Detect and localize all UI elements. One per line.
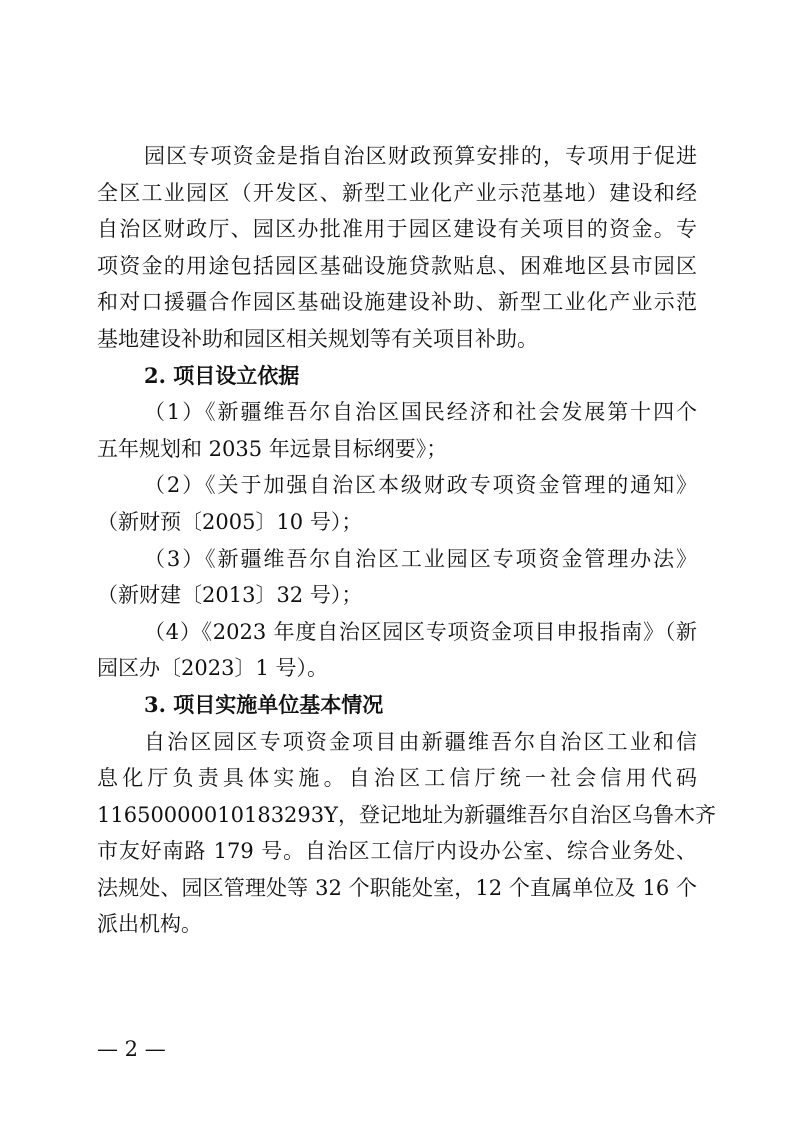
section-heading-2: 2. 项目设立依据 [144,362,300,388]
basis-line-1: （1）《新疆维吾尔自治区国民经济和社会发展第十四个 [144,400,697,425]
page-content [97,138,716,943]
para3-line-6: 派出机构。 [97,912,202,937]
para1-line-6: 基地建设补助和园区相关规划等有关项目补助。 [97,326,538,351]
para1-line-2: 全区工业园区（开发区、新型工业化产业示范基地）建设和经 [97,180,697,205]
para3-line-4: 市友好南路 179 号。自治区工信厅内设办公室、综合业务处、 [97,839,697,864]
section-heading-3: 3. 项目实施单位基本情况 [144,691,384,717]
basis-line-5: （3）《新疆维吾尔自治区工业园区专项资金管理办法》 [144,546,697,571]
para3-line-3: 11650000010183293Y，登记地址为新疆维吾尔自治区乌鲁木齐 [97,802,716,827]
para3-line-2: 息化厅负责具体实施。自治区工信厅统一社会信用代码 [97,766,697,791]
para3-line-5: 法规处、园区管理处等 32 个职能处室，12 个直属单位及 16 个 [97,875,697,900]
basis-line-7: （4）《2023 年度自治区园区专项资金项目申报指南》（新 [144,619,697,644]
para1-line-5: 和对口援疆合作园区基础设施建设补助、新型工业化产业示范 [97,290,697,315]
para3-line-1: 自治区园区专项资金项目由新疆维吾尔自治区工业和信 [144,729,697,754]
basis-line-3: （2）《关于加强自治区本级财政专项资金管理的通知》 [144,473,697,498]
basis-line-6: （新财建〔2013〕32 号）； [97,583,363,608]
para1-line-3: 自治区财政厅、园区办批准用于园区建设有关项目的资金。专 [97,217,697,242]
basis-line-8: 园区办〔2023〕1 号）。 [97,656,328,681]
basis-line-4: （新财预〔2005〕10 号）； [97,509,363,534]
basis-line-2: 五年规划和 2035 年远景目标纲要》； [97,436,448,461]
para1-line-1: 园区专项资金是指自治区财政预算安排的，专项用于促进 [144,144,697,168]
page-number: — 2 — [97,1037,166,1061]
para1-line-4: 项资金的用途包括园区基础设施贷款贴息、困难地区县市园区 [97,253,697,278]
